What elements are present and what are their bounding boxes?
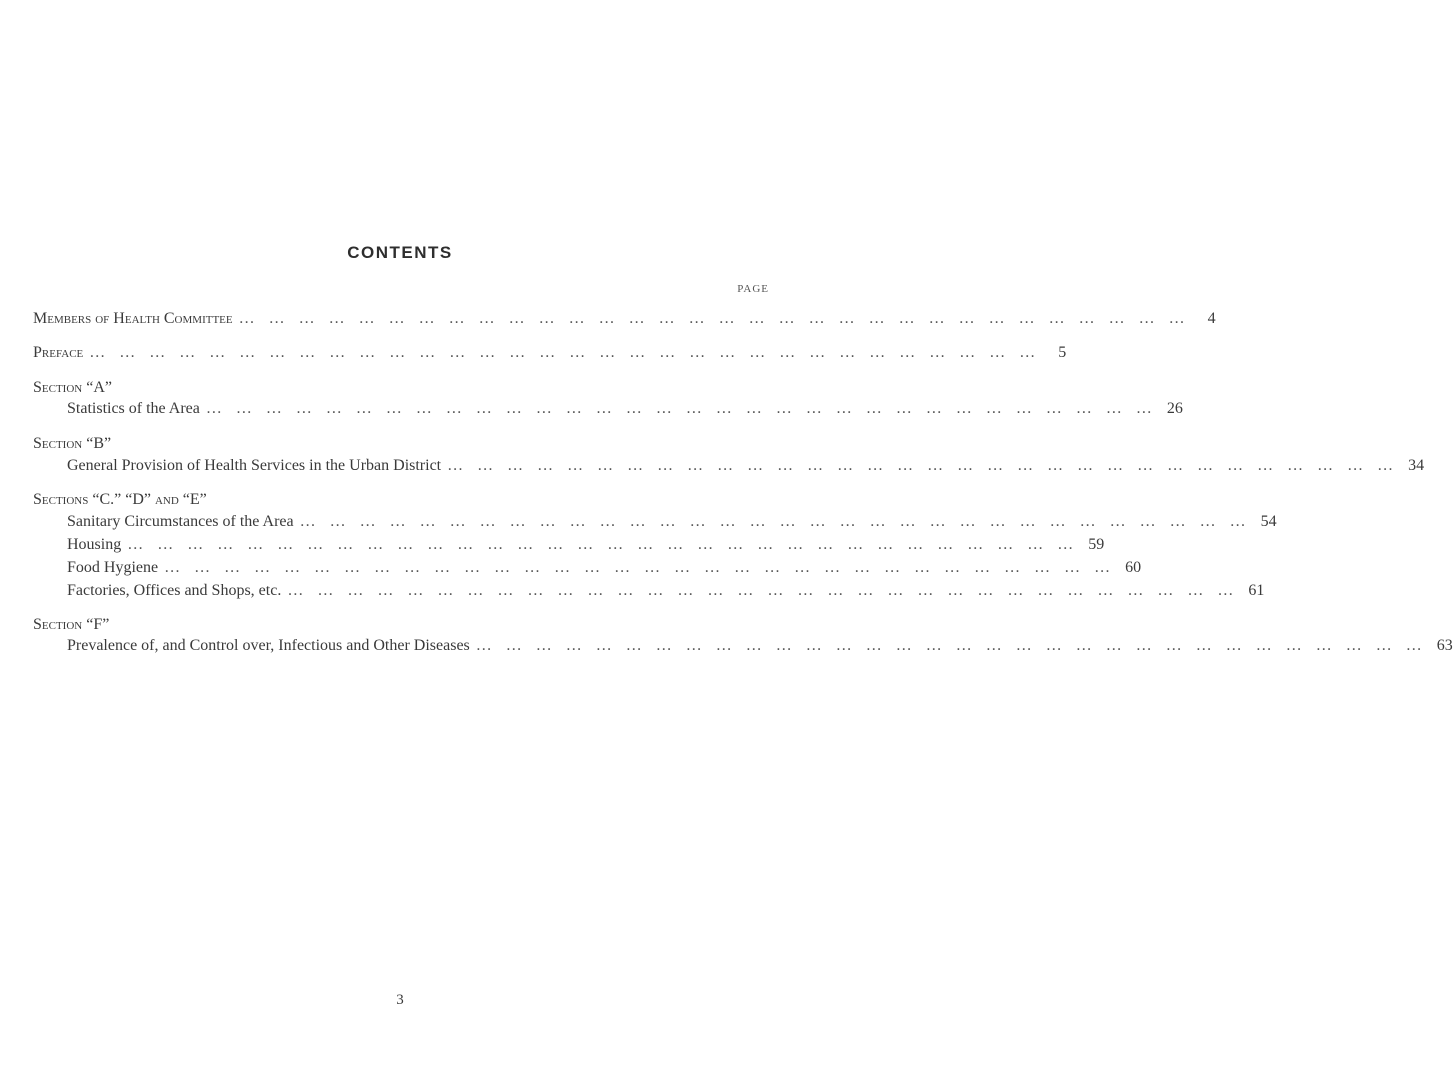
toc-page-number: 59	[1088, 536, 1105, 553]
toc-page-number: 4	[1207, 310, 1216, 327]
section-cde-heading: Sections “C.” “D” and “E”	[33, 491, 207, 508]
toc-entry-label: Food Hygiene	[67, 559, 159, 576]
toc-entry-label: Sanitary Circumstances of the Area	[67, 513, 294, 530]
toc-entry-factories[interactable]	[67, 581, 1265, 601]
toc-entry-housing[interactable]	[67, 535, 1105, 555]
dot-leader: … … … … … … … … … … … … … … … … … … … … … … … … … … … … … … … …	[287, 582, 1239, 599]
dot-leader: … … … … … … … … … … … … … … … … … … … … … … … … … … … … … … … …	[205, 400, 1157, 417]
toc-entry-sanitary[interactable]	[67, 512, 1277, 532]
toc-page-number: 61	[1248, 582, 1265, 599]
toc-entry-label: Housing	[67, 536, 122, 553]
toc-page-number: 60	[1125, 559, 1142, 576]
section-a-heading: Section “A”	[33, 379, 112, 396]
dot-leader: … … … … … … … … … … … … … … … … … … … … … … … … … … … … … … … …	[127, 536, 1079, 553]
toc-entry-statistics[interactable]	[67, 399, 1183, 419]
toc-entry-label: Statistics of the Area	[67, 400, 200, 417]
toc-entry-label: Members of Health Committee	[33, 310, 233, 327]
toc-page-number: 63	[1436, 637, 1453, 654]
toc-entry-label: Preface	[33, 344, 84, 361]
footer-page-number: 3	[396, 992, 404, 1008]
page-title: CONTENTS	[347, 243, 453, 262]
toc-entry-label: Factories, Offices and Shops, etc.	[67, 582, 282, 599]
dot-leader: … … … … … … … … … … … … … … … … … … … … … … … … … … … … … … … …	[89, 344, 1041, 361]
toc-entry-label: General Provision of Health Services in the Urban District	[67, 457, 442, 474]
dot-leader: … … … … … … … … … … … … … … … … … … … … … … … … … … … … … … … …	[447, 457, 1399, 474]
page-column-label: PAGE	[737, 283, 769, 295]
dot-leader: … … … … … … … … … … … … … … … … … … … … … … … … … … … … … … … …	[475, 637, 1427, 654]
toc-entry-health-services[interactable]	[67, 456, 1425, 476]
section-f-heading: Section “F”	[33, 616, 110, 633]
toc-page-number: 34	[1408, 457, 1425, 474]
toc-page-number: 26	[1166, 400, 1183, 417]
toc-entry-members[interactable]	[33, 309, 1216, 329]
toc-entry-food-hygiene[interactable]	[67, 558, 1142, 578]
dot-leader: … … … … … … … … … … … … … … … … … … … … … … … … … … … … … … … …	[299, 513, 1251, 530]
toc-entry-preface[interactable]	[33, 343, 1067, 363]
section-b-heading: Section “B”	[33, 435, 112, 452]
toc-entry-label: Prevalence of, and Control over, Infectious and Other Diseases	[67, 637, 470, 654]
dot-leader: … … … … … … … … … … … … … … … … … … … … … … … … … … … … … … … …	[238, 310, 1190, 327]
dot-leader: … … … … … … … … … … … … … … … … … … … … … … … … … … … … … … … …	[164, 559, 1116, 576]
toc-page-number: 5	[1058, 344, 1067, 361]
toc-page-number: 54	[1260, 513, 1277, 530]
toc-entry-infectious[interactable]	[67, 636, 1453, 656]
